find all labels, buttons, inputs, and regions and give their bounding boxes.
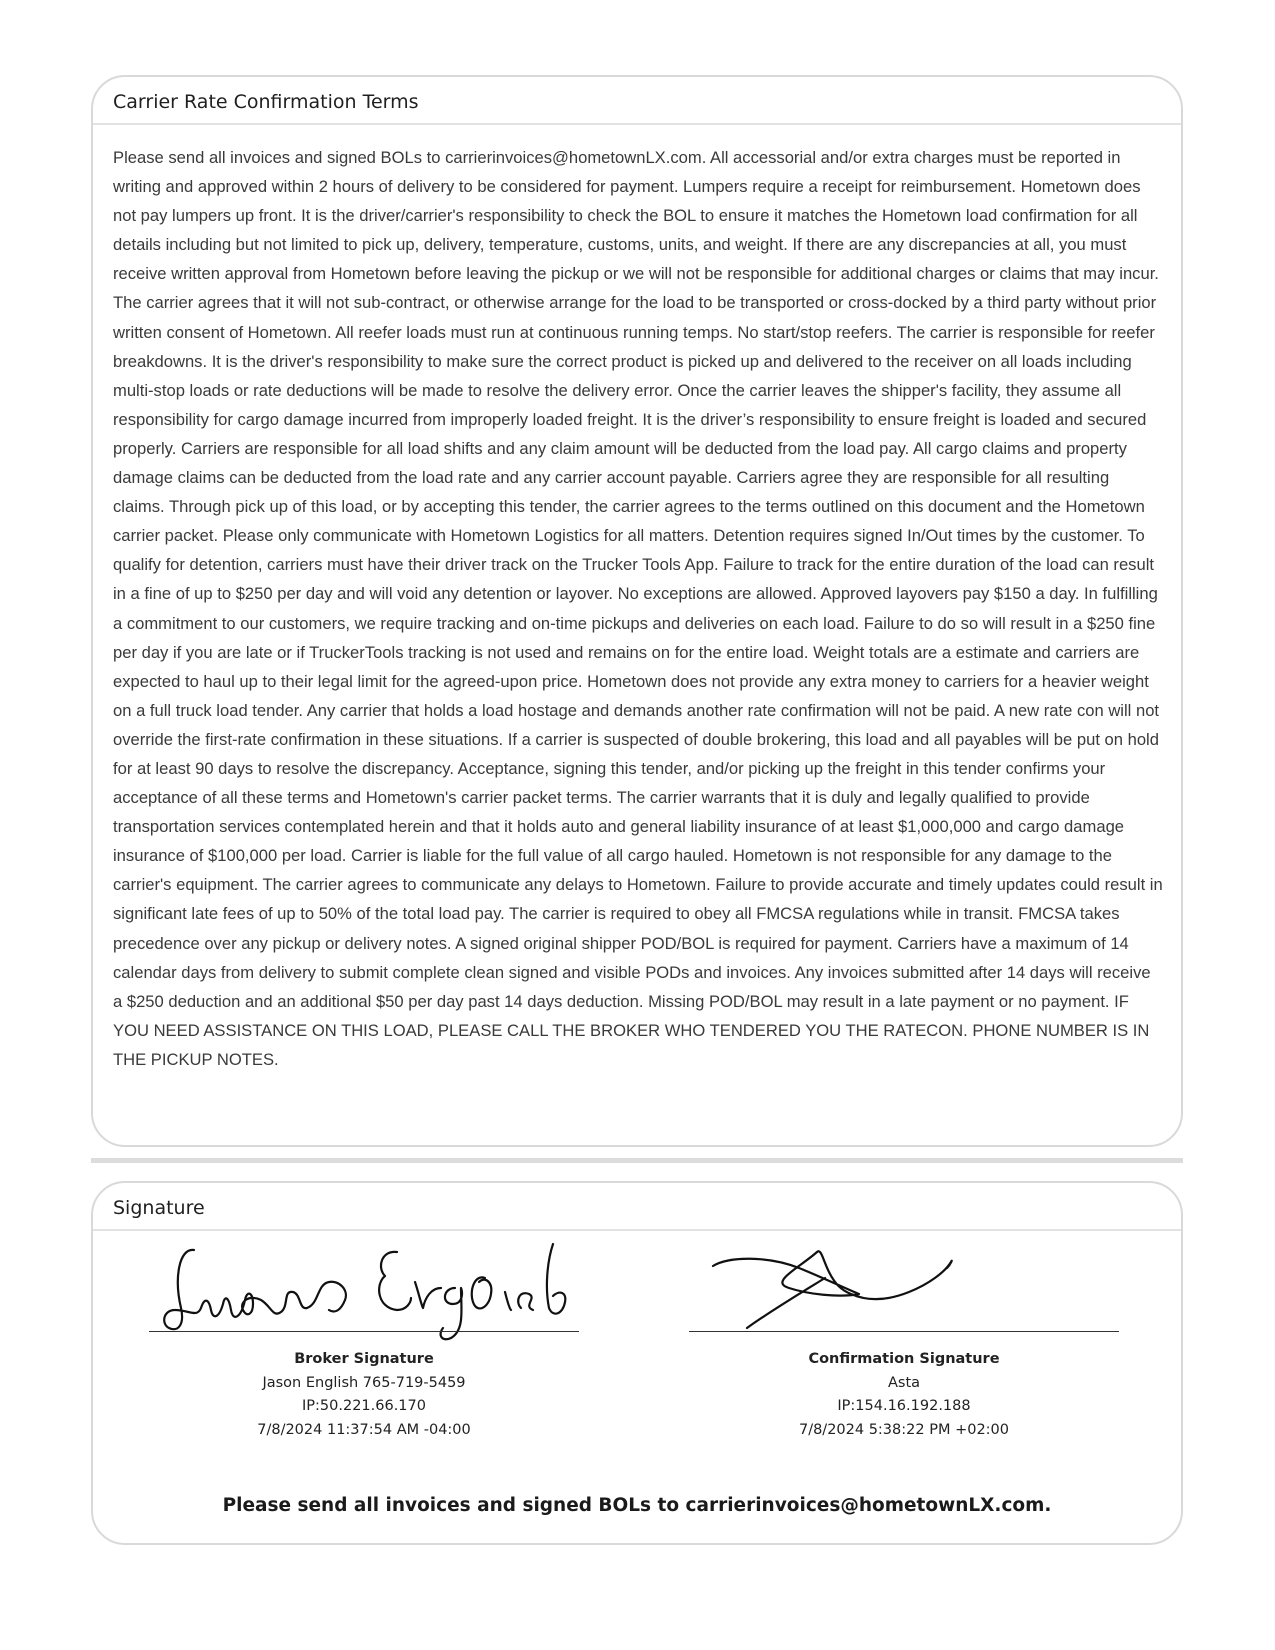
broker-signature-label: Broker Signature (294, 1351, 434, 1367)
section-divider (91, 1158, 1183, 1163)
terms-card (91, 75, 1183, 1147)
confirmation-signature-label: Confirmation Signature (808, 1351, 1000, 1367)
invoice-instructions: Please send all invoices and signed BOLs to carrierinvoices@hometownLX.com. (222, 1495, 1052, 1516)
broker-signature-line (149, 1331, 579, 1332)
broker-name: Jason English 765-719-5459 (262, 1374, 466, 1391)
confirmation-name: Asta (887, 1374, 921, 1391)
broker-ip: IP:50.221.66.170 (302, 1398, 426, 1414)
confirmation-signature-line (689, 1331, 1119, 1332)
signature-card (91, 1181, 1183, 1545)
terms-title: Carrier Rate Confirmation Terms (93, 77, 1181, 125)
signature-title: Signature (93, 1183, 1181, 1231)
confirmation-timestamp: 7/8/2024 5:38:22 PM +02:00 (798, 1421, 1010, 1438)
broker-signature-info (149, 1348, 579, 1442)
confirmation-ip: IP:154.16.192.188 (837, 1398, 971, 1414)
confirmation-signature-info (689, 1348, 1119, 1442)
terms-body: Please send all invoices and signed BOLs to carrierinvoices@hometownLX.com. All accessorial and/or extra charges must be reported in writing and approved within 2 hours of delivery to be considered for payment. Lumpers require a receipt for reimbursement. Hometown does not pay lumpers up front. It is the driver/carrier's responsibility to check the BOL to ensure it matches the Hometown load confirmation for all details including but not limited to pick up, delivery, temperature, customs, units, and weight. If there are any discrepancies at all, you must receive written approval from Hometown before leaving the pickup or we will not be responsible for additional charges or claims that may incur. The carrier agrees that it will not sub-contract, or otherwise arrange for the load to be transported or cross-docked by a third party without prior written consent of Hometown. All reefer loads must run at continuous running temps. No start/stop reefers. The carrier is responsible for reefer breakdowns. It is the driver's responsibility to make sure the correct product is picked up and delivered to the receiver on all loads including multi-stop loads or rate deductions will be made to resolve the delivery error. Once the carrier leaves the shipper's facility, they assume all responsibility for cargo damage incurred from improperly loaded freight. It is the driver’s responsibility to ensure freight is loaded and secured properly. Carriers are responsible for all load shifts and any claim amount will be deducted from the load pay. All cargo claims and property damage claims can be deducted from the load rate and any carrier account payable. Carriers agree they are responsible for all resulting claims. Through pick up of this load, or by accepting this tender, the carrier agrees to the terms outlined on this document and the Hometown carrier packet. Please only communicate with Hometown Logistics for all matters. Detention requires signed In/Out times by the customer. To qualify for detention, carriers must have their driver track on the Trucker Tools App. Failure to track for the entire duration of the load can result in a fine of up to $250 per day and will void any detention or layover. No exceptions are allowed. Approved layovers pay $150 a day. In fulfilling a commitment to our customers, we require tracking and on-time pickups and deliveries on each load. Failure to do so will result in a $250 fine per day if you are late or if TruckerTools tracking is not used and remains on for the entire load. Weight totals are a estimate and carriers are expected to haul up to their legal limit for the agreed-upon price. Hometown does not provide any extra money to carriers for a heavier weight on a full truck load tender. Any carrier that holds a load hostage and demands another rate confirmation will not be paid. A new rate con will not override the first-rate confirmation in these situations. If a carrier is suspected of double brokering, this load and all payables will be put on hold for at least 90 days to resolve the discrepancy. Acceptance, signing this tender, and/or picking up the freight in this tender confirms your acceptance of all these terms and Hometown's carrier packet terms. The carrier warrants that it is duly and legally qualified to provide transportation services contemplated herein and that it holds auto and general liability insurance of at least $1,000,000 and cargo damage insurance of $100,000 per load. Carrier is liable for the full value of all cargo hauled. Hometown is not responsible for any damage to the carrier's equipment. The carrier agrees to communicate any delays to Hometown. Failure to provide accurate and timely updates could result in significant late fees of up to 50% of the total load pay. The carrier is required to obey all FMCSA regulations while in transit. FMCSA takes precedence over any pickup or delivery notes. A signed original shipper POD/BOL is required for payment. Carriers have a maximum of 14 calendar days from delivery to submit complete clean signed and visible PODs and invoices. Any invoices submitted after 14 days will receive a $250 deduction and an additional $50 per day past 14 days deduction. Missing POD/BOL may result in a late payment or no payment. IF YOU NEED ASSISTANCE ON THIS LOAD, PLEASE CALL THE BROKER WHO TENDERED YOU THE RATECON. PHONE NUMBER IS IN THE PICKUP NOTES. (113, 148, 1163, 1069)
broker-timestamp: 7/8/2024 11:37:54 AM -04:00 (257, 1421, 471, 1438)
